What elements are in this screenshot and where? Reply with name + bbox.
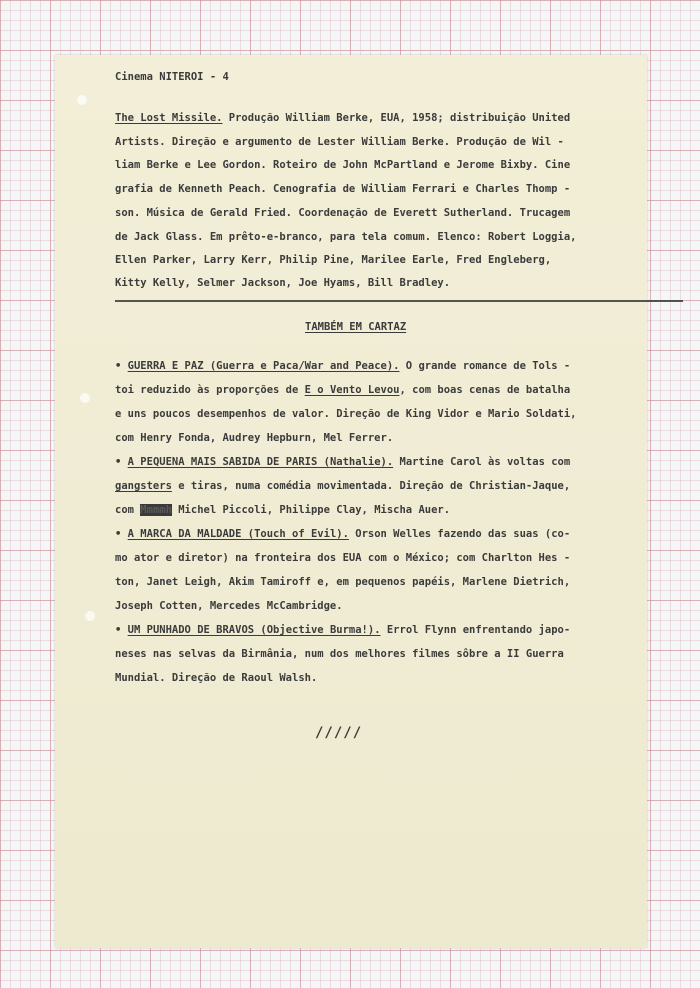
- review-line: The Lost Missile. Produção William Berke, EUA, 1958; distribuição United: [115, 112, 571, 124]
- film-entry-line: com Mmmmh Michel Piccoli, Philippe Clay, Mischa Auer.: [115, 504, 451, 516]
- film-entry-line: mo ator e diretor) na fronteira dos EUA com o México; com Charlton Hes -: [115, 552, 571, 564]
- bullet: •: [115, 624, 122, 636]
- section-heading: TAMBÉM EM CARTAZ: [305, 321, 407, 333]
- review-line: son. Música de Gerald Fried. Coordenação de Everett Sutherland. Trucagem: [115, 207, 571, 219]
- bullet: •: [115, 528, 122, 540]
- page-header: Cinema NITEROI - 4: [115, 71, 229, 83]
- film-entry-line: • A MARCA DA MALDADE (Touch of Evil). Orson Welles fazendo das suas (co-: [115, 528, 571, 540]
- film-title: A MARCA DA MALDADE (Touch of Evil).: [127, 528, 349, 540]
- film-entry-line: ton, Janet Leigh, Akim Tamiroff e, em pequenos papéis, Marlene Dietrich,: [115, 576, 571, 588]
- film-title: GUERRA E PAZ (Guerra e Paca/War and Peace).: [127, 360, 400, 372]
- film-entry-line: toi reduzido às proporções de E o Vento Levou, com boas cenas de batalha: [115, 384, 571, 396]
- review-line: grafia de Kenneth Peach. Cenografia de William Ferrari e Charles Thomp -: [115, 183, 571, 195]
- bullet: •: [115, 360, 122, 372]
- review-title: The Lost Missile.: [115, 112, 223, 124]
- film-title: A PEQUENA MAIS SABIDA DE PARIS (Nathalie).: [127, 456, 394, 468]
- bullet: •: [115, 456, 122, 468]
- typewritten-page: [55, 55, 647, 948]
- struck-out-text: Mmmmh: [140, 504, 172, 516]
- film-entry-line: • GUERRA E PAZ (Guerra e Paca/War and Peace). O grande romance de Tols -: [115, 360, 571, 372]
- review-line: Kitty Kelly, Selmer Jackson, Joe Hyams, Bill Bradley.: [115, 277, 451, 289]
- underlined-word: gangsters: [115, 480, 172, 492]
- film-entry-line: Mundial. Direção de Raoul Walsh.: [115, 672, 318, 684]
- page-text: [55, 55, 647, 948]
- film-entry-line: • UM PUNHADO DE BRAVOS (Objective Burma!). Errol Flynn enfrentando japo-: [115, 624, 571, 636]
- film-entry-line: com Henry Fonda, Audrey Hepburn, Mel Ferrer.: [115, 432, 394, 444]
- end-mark: /////: [315, 725, 363, 741]
- review-line: de Jack Glass. Em prêto-e-branco, para tela comum. Elenco: Robert Loggia,: [115, 231, 577, 243]
- film-entry-line: e uns poucos desempenhos de valor. Direção de King Vidor e Mario Soldati,: [115, 408, 577, 420]
- film-entry-line: neses nas selvas da Birmânia, num dos melhores filmes sôbre a II Guerra: [115, 648, 564, 660]
- film-entry-line: • A PEQUENA MAIS SABIDA DE PARIS (Nathalie). Martine Carol às voltas com: [115, 456, 571, 468]
- review-line: Ellen Parker, Larry Kerr, Philip Pine, Marilee Earle, Fred Engleberg,: [115, 254, 552, 266]
- film-reference: E o Vento Levou: [304, 384, 400, 396]
- film-title: UM PUNHADO DE BRAVOS (Objective Burma!).: [127, 624, 381, 636]
- review-line: liam Berke e Lee Gordon. Roteiro de John McPartland e Jerome Bixby. Cine: [115, 159, 571, 171]
- film-entry-line: gangsters e tiras, numa comédia movimentada. Direção de Christian-Jaque,: [115, 480, 571, 492]
- film-entry-line: Joseph Cotten, Mercedes McCambridge.: [115, 600, 343, 612]
- review-line: Artists. Direção e argumento de Lester William Berke. Produção de Wil -: [115, 136, 564, 148]
- section-divider: [115, 300, 683, 302]
